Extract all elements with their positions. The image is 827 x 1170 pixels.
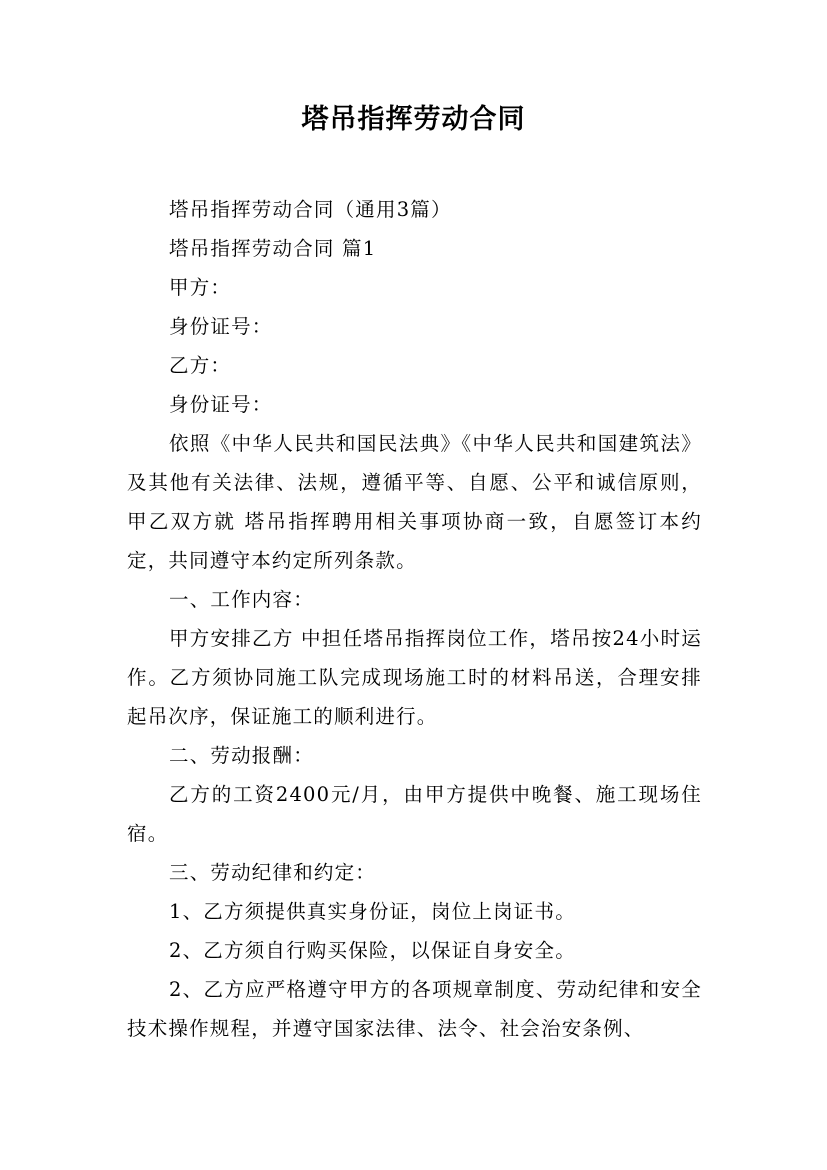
discipline-item-1: 1、乙方须提供真实身份证，岗位上岗证书。 (169, 900, 576, 923)
document-title: 塔吊指挥劳动合同 (301, 104, 526, 135)
clause-heading-discipline: 三、劳动纪律和约定： (169, 861, 377, 884)
party-b-id-label: 身份证号： (169, 393, 273, 416)
party-a-id-label: 身份证号： (169, 315, 273, 338)
remuneration-paragraph: 乙方的工资2400元/月，由甲方提供中晚餐、施工现场住宿。 (127, 783, 702, 845)
discipline-item-3: 2、乙方应严格遵守甲方的各项规章制度、劳动纪律和安全技术操作规程，并遵守国家法律、法令、社会治安条例、 (127, 978, 702, 1040)
clause-heading-work-content: 一、工作内容： (169, 588, 314, 611)
party-a-label: 甲方： (169, 276, 232, 299)
work-content-paragraph: 甲方安排乙方 中担任塔吊指挥岗位工作，塔吊按24小时运作。乙方须协同施工队完成现场施工时的材料吊送，合理安排起吊次序，保证施工的顺利进行。 (127, 627, 702, 728)
document-body (127, 190, 702, 1048)
preamble-paragraph: 依照《中华人民共和国民法典》《中华人民共和国建筑法》及其他有关法律、法规，遵循平等、自愿、公平和诚信原则，甲乙双方就 塔吊指挥聘用相关事项协商一致，自愿签订本约定，共同遵守本约定所列条款。 (127, 432, 702, 572)
section-heading-part1: 塔吊指挥劳动合同 篇1 (169, 237, 377, 260)
party-b-label: 乙方： (169, 354, 232, 377)
clause-heading-remuneration: 二、劳动报酬： (169, 744, 314, 767)
subtitle-paragraph: 塔吊指挥劳动合同（通用3篇） (169, 198, 452, 221)
discipline-item-2: 2、乙方须自行购买保险，以保证自身安全。 (169, 939, 576, 962)
